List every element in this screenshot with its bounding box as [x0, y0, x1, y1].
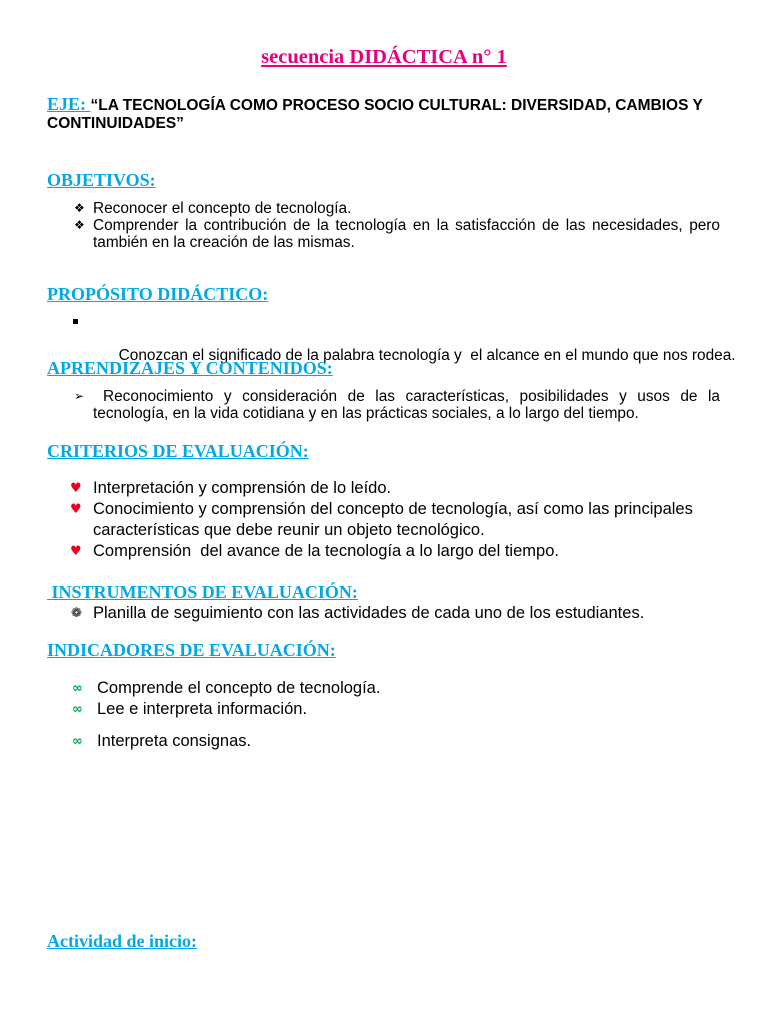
- infinity-bullet-icon: [72, 699, 83, 720]
- indicador-text: Interpreta consignas.: [97, 732, 252, 750]
- diamond-bullet-icon: [74, 217, 85, 234]
- criterios-list: [0, 478, 768, 562]
- criterio-item-2: [0, 499, 768, 541]
- square-bullet-icon: [73, 319, 78, 324]
- indicador-item-1: [0, 678, 768, 699]
- instrumento-item-1: [0, 603, 768, 624]
- heart-bullet-icon: [70, 499, 82, 520]
- infinity-bullet-icon: [72, 731, 83, 752]
- objetivos-heading: OBJETIVOS:: [47, 170, 156, 190]
- aprendizaje-text: Reconocimiento y consideración de las características, posibilidades y usos de la tecnología, en la vida cotidiana y en las prácticas sociales, a lo largo del tiempo.: [93, 388, 720, 422]
- eje-text: “LA TECNOLOGÍA COMO PROCESO SOCIO CULTURAL: DIVERSIDAD, CAMBIOS Y CONTINUIDADES”: [47, 97, 703, 132]
- criterio-item-3: [0, 541, 768, 562]
- criterio-text: Interpretación y comprensión de lo leído.: [93, 479, 392, 497]
- objetivo-item-2: [0, 217, 768, 251]
- criterio-text: Conocimiento y comprensión del concepto de tecnología, así como las principales características que debe reunir un objeto tecnológico.: [93, 500, 698, 539]
- flower-bullet-icon: [71, 603, 82, 624]
- instrumentos-heading: INSTRUMENTOS DE EVALUACIÓN:: [47, 582, 358, 602]
- aprendizaje-item-1: [0, 388, 768, 422]
- heart-bullet-icon: [70, 541, 82, 562]
- instrumento-text: Planilla de seguimiento con las actividades de cada uno de los estudiantes.: [93, 604, 645, 622]
- objetivo-text: Comprender la contribución de la tecnología en la satisfacción de las necesidades, pero también en la creación de las mismas.: [93, 217, 720, 251]
- objetivo-text: Reconocer el concepto de tecnología.: [93, 200, 352, 217]
- eje-section: [47, 95, 720, 133]
- aprendizajes-list: [0, 388, 768, 422]
- indicadores-list: [0, 678, 768, 752]
- indicador-text: Comprende el concepto de tecnología.: [97, 679, 381, 697]
- eje-label: EJE:: [47, 94, 91, 114]
- infinity-bullet-icon: [72, 678, 83, 699]
- criterio-item-1: [0, 478, 768, 499]
- arrow-bullet-icon: [74, 388, 84, 405]
- instrumentos-list: [0, 603, 768, 624]
- heart-bullet-icon: [70, 478, 82, 499]
- indicador-text: Lee e interpreta información.: [97, 700, 308, 718]
- criterio-text: Comprensión del avance de la tecnología a lo largo del tiempo.: [93, 542, 559, 560]
- criterios-heading: CRITERIOS DE EVALUACIÓN:: [47, 441, 309, 461]
- indicadores-heading: INDICADORES DE EVALUACIÓN:: [47, 640, 336, 660]
- diamond-bullet-icon: [74, 200, 85, 217]
- indicador-item-3: [0, 731, 768, 752]
- aprendizajes-heading: APRENDIZAJES Y CONTENIDOS:: [47, 358, 333, 378]
- actividad-heading: Actividad de inicio:: [47, 931, 198, 951]
- proposito-heading: PROPÓSITO DIDÁCTICO:: [47, 284, 269, 304]
- document-title: secuencia DIDÁCTICA n° 1: [261, 46, 507, 68]
- proposito-text: Conozcan el significado de la palabra tecnología y el alcance en el mundo que nos rodea.: [118, 347, 736, 364]
- objetivos-list: [0, 200, 768, 251]
- objetivo-item-1: [0, 200, 768, 217]
- indicador-item-2: [0, 699, 768, 720]
